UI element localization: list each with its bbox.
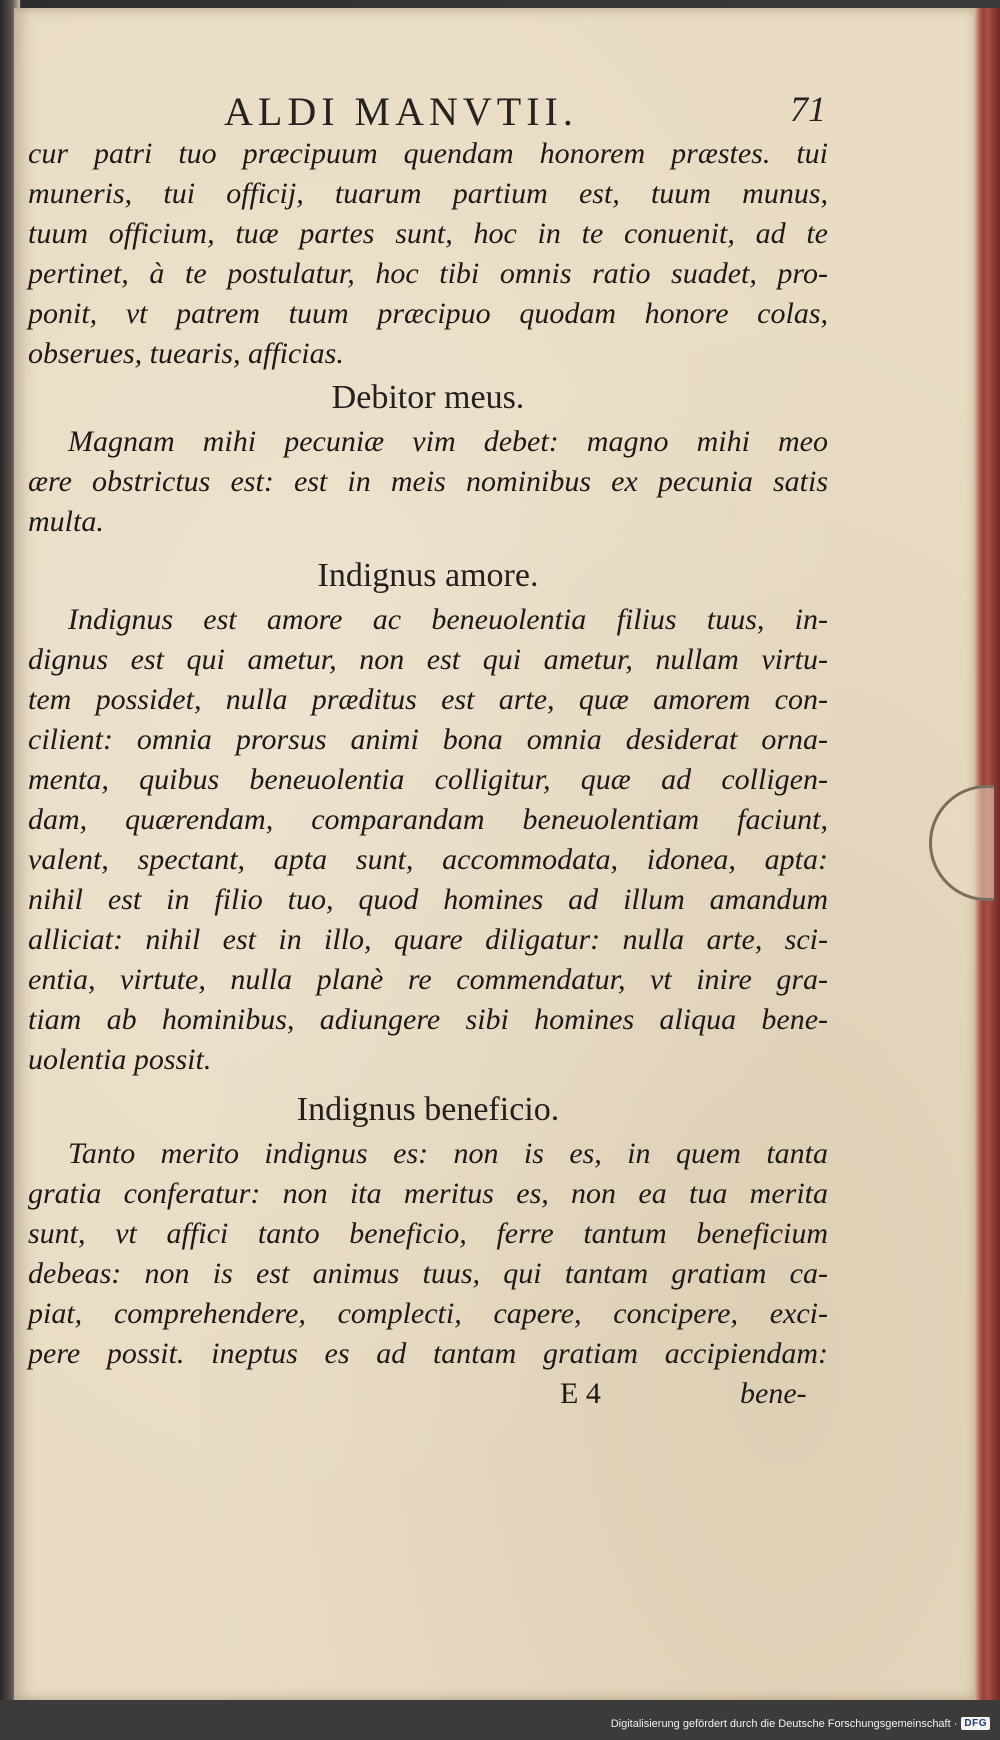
section-heading: Debitor meus. [331,379,525,416]
digitization-credit [611,1717,990,1730]
text-line: piat, comprehendere, complecti, capere, concipere, exci- [28,1297,828,1330]
text-line: tuum officium, tuæ partes sunt, hoc in te conuenit, ad te [28,217,828,250]
text-line: dignus est qui ametur, non est qui ametur, nullam virtu- [28,643,828,676]
text-line: debeas: non is est animus tuus, qui tantam gratiam ca- [28,1257,828,1290]
text-line: muneris, tui officij, tuarum partium est, tuum munus, [28,177,828,210]
text-line: valent, spectant, apta sunt, accommodata, idonea, apta: [28,843,828,876]
section-indignus-beneficio [28,1086,828,1374]
running-head: ALDI MANVTII. [224,89,578,134]
text-line: dam, quærendam, comparandam beneuolentiam faciunt, [28,803,828,836]
page-number: 71 [790,89,826,129]
text-line: obserues, tuearis, afficias. [28,337,344,370]
text-line: pertinet, à te postulatur, hoc tibi omnis ratio suadet, pro- [28,257,828,290]
text-line: tiam ab hominibus, adiungere sibi homines aliqua bene- [28,1003,828,1036]
page-foot [28,1374,828,1414]
text-line: pere possit. ineptus es ad tantam gratiam accipiendam: [28,1337,828,1370]
signature-mark: E 4 [560,1377,601,1410]
catchword: bene- [740,1377,807,1410]
text-line: sunt, vt affici tanto beneficio, ferre tantum beneficium [28,1217,828,1250]
section-heading: Indignus amore. [317,557,539,594]
page-header [28,82,828,134]
section-heading: Indignus beneficio. [296,1091,560,1128]
credit-text: Digitalisierung gefördert durch die Deutsche Forschungsgemeinschaft · [610,1717,958,1730]
text-line: cur patri tuo præcipuum quendam honorem præstes. tui [28,137,828,170]
text-line: uolentia possit. [28,1043,212,1076]
text-line: Tanto merito indignus es: non is es, in quem tanta [68,1137,828,1170]
text-line: multa. [28,505,104,538]
dfg-logo: DFG [961,1717,990,1730]
text-line: menta, quibus beneuolentia colligitur, quæ ad colligen- [28,763,828,796]
text-line: tem possidet, nulla præditus est arte, quæ amorem con- [28,683,828,716]
text-line: nihil est in filio tuo, quod homines ad illum amandum [28,883,828,916]
text-line: ære obstrictus est: est in meis nominibus ex pecunia satis [28,465,828,498]
text-line: Indignus est amore ac beneuolentia filius tuus, in- [68,603,828,636]
page-text [28,82,828,1414]
section-indignus-amore [28,552,828,1080]
text-line: entia, virtute, nulla planè re commendatur, vt inire gra- [28,963,828,996]
text-line: cilient: omnia prorsus animi bona omnia desiderat orna- [28,723,828,756]
text-line: ponit, vt patrem tuum præcipuo quodam honore colas, [28,297,828,330]
text-line: Magnam mihi pecuniæ vim debet: magno mihi meo [68,425,828,458]
section-debitor [28,374,828,542]
text-line: gratia conferatur: non ita meritus es, non ea tua merita [28,1177,828,1210]
text-line: alliciat: nihil est in illo, quare diligatur: nulla arte, sci- [28,923,828,956]
paragraph-continuation [28,134,828,374]
